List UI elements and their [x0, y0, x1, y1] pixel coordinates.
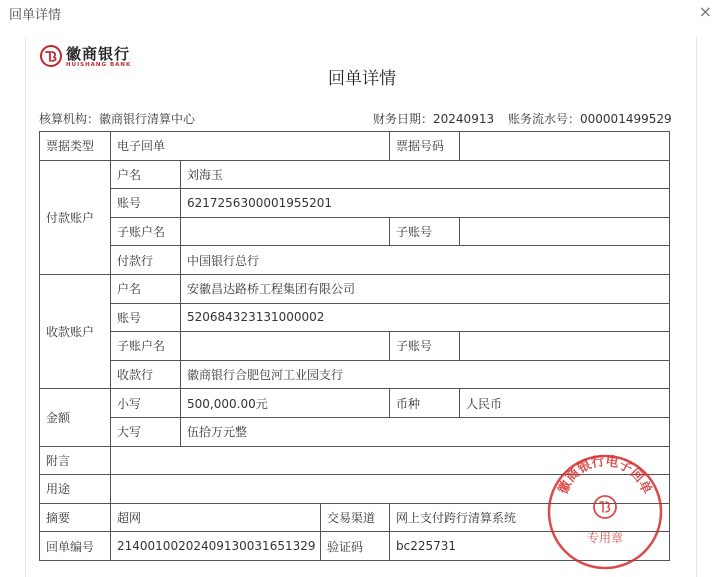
payee-bank-value: 徽商银行合肥包河工业园支行	[181, 360, 670, 389]
payee-name-value: 安徽昌达路桥工程集团有限公司	[181, 274, 670, 303]
payee-subacct-name-label: 子账户名	[111, 332, 181, 361]
serial-number-value: 000001499529	[580, 112, 672, 126]
payer-subacct-name-value	[181, 217, 390, 246]
serial-number	[508, 110, 672, 127]
bank-name: 徽商银行	[66, 45, 131, 63]
payee-account-label: 收款账户	[40, 274, 111, 388]
accounting-org	[39, 110, 195, 127]
amount-label: 金额	[40, 389, 111, 446]
amount-small-value: 500,000.00元	[181, 389, 390, 418]
accounting-org-label: 核算机构：	[39, 112, 100, 126]
summary-label: 摘要	[40, 503, 111, 532]
window-title: 回单详情	[9, 8, 62, 23]
table-row	[40, 189, 670, 218]
receipt-number-value: 2140010020240913003165132​9	[111, 532, 321, 561]
payee-acct-value: 520684323131000002	[181, 303, 670, 332]
payer-name-value: 刘海玉	[181, 160, 670, 189]
finance-date-value: 20240913	[433, 112, 495, 126]
amount-small-label: 小写	[111, 389, 181, 418]
note-label: 附言	[40, 446, 111, 475]
payee-subacct-name-value	[181, 332, 390, 361]
table-row	[40, 332, 670, 361]
channel-value: 网上支付跨行清算系统	[390, 503, 670, 532]
bill-type-label: 票据类型	[40, 132, 111, 161]
verify-code-label: 验证码	[321, 532, 390, 561]
finance-date	[373, 110, 494, 127]
table-row	[40, 360, 670, 389]
purpose-label: 用途	[40, 475, 111, 504]
payer-name-label: 户名	[111, 160, 181, 189]
amount-big-label: 大写	[111, 417, 181, 446]
payee-acct-label: 账号	[111, 303, 181, 332]
seal-bottom-text: 专用章	[586, 531, 624, 545]
table-row	[40, 160, 670, 189]
table-row	[40, 217, 670, 246]
table-row	[40, 132, 670, 161]
amount-big-value: 伍拾万元整	[181, 417, 670, 446]
table-row	[40, 246, 670, 275]
bank-name-en: HUISHANG BANK	[66, 62, 132, 68]
summary-value: 超网	[111, 503, 321, 532]
currency-label: 币种	[390, 389, 460, 418]
payer-acct-value: 6217256300001955201	[181, 189, 670, 218]
payer-acct-label: 账号	[111, 189, 181, 218]
receipt-title: 回单详情	[328, 69, 396, 89]
payer-bank-label: 付款行	[111, 246, 181, 275]
bill-number-value	[460, 132, 670, 161]
channel-label: 交易渠道	[321, 503, 390, 532]
table-row	[40, 274, 670, 303]
receipt-number-label: 回单编号	[40, 532, 111, 561]
payee-subacct-label: 子账号	[390, 332, 460, 361]
accounting-org-value: 徽商银行清算中心	[99, 112, 196, 126]
payer-subacct-name-label: 子账户名	[111, 217, 181, 246]
payee-subacct-value	[460, 332, 670, 361]
official-seal	[545, 452, 665, 572]
bill-type-value: 电子回单	[111, 132, 390, 161]
close-icon[interactable]: ×	[698, 2, 712, 21]
verify-code-value: bc225731	[390, 532, 670, 561]
seal-emblem-icon	[594, 496, 616, 518]
payer-subacct-value	[460, 217, 670, 246]
table-row	[40, 389, 670, 418]
payee-name-label: 户名	[111, 274, 181, 303]
serial-number-label: 账务流水号：	[508, 112, 581, 126]
currency-value: 人民币	[460, 389, 670, 418]
finance-date-label: 财务日期：	[373, 112, 434, 126]
payer-bank-value: 中国银行总行	[181, 246, 670, 275]
table-row	[40, 303, 670, 332]
payer-account-label: 付款账户	[40, 160, 111, 274]
seal-arc-text: 徽商银行电子回单	[555, 454, 655, 497]
table-row	[40, 417, 670, 446]
bill-number-label: 票据号码	[390, 132, 460, 161]
payer-subacct-label: 子账号	[390, 217, 460, 246]
payee-bank-label: 收款行	[111, 360, 181, 389]
window-titlebar	[0, 0, 724, 26]
